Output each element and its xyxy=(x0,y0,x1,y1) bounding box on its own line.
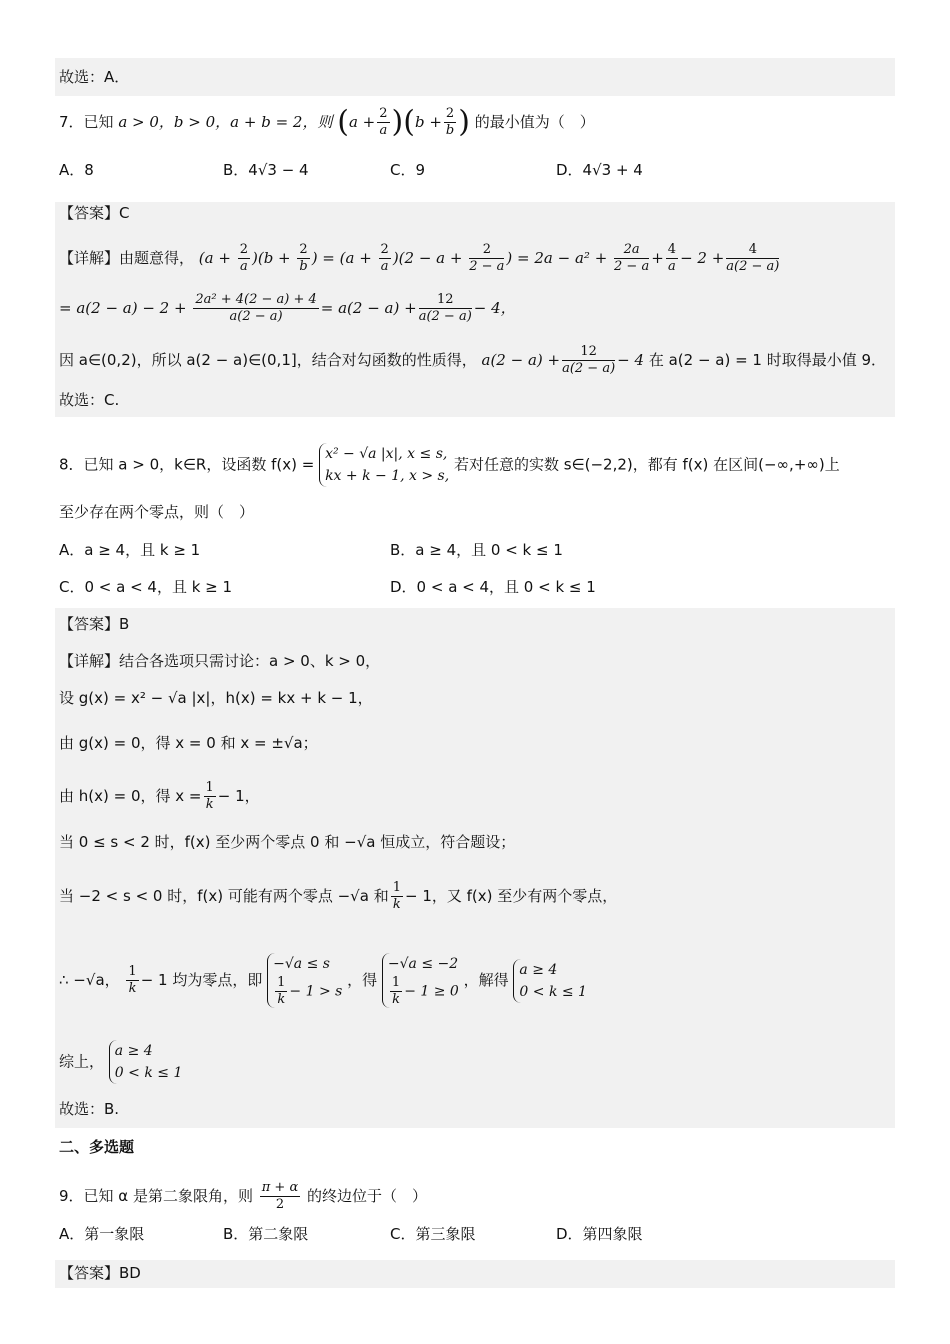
q8-option-b: B．a ≥ 4，且 0 < k ≤ 1 xyxy=(390,541,563,559)
q7-option-c: C．9 xyxy=(390,161,426,179)
q8-from-h: 由 h(x) = 0，得 x = $\frac{1}{k}$ − 1， xyxy=(59,780,260,812)
q7-option-b: B．4√3 − 4 xyxy=(223,161,309,179)
q7-conclusion: 故选：C. xyxy=(59,391,120,409)
q8-conclusion: 故选：B. xyxy=(59,1100,120,1118)
q8-stem-tail: 至少存在两个零点，则（ ） xyxy=(59,503,255,521)
q7-detail-line1: 【详解】由题意得， (a + $\frac{2}{a}$ )(b + $\frac{2}{b}$ ) = (a + $\frac{2}{a}$ )(2 − a + $\frac{2}{2 - a}$ ) = 2a − a² + $\frac{2a}{2 - a}$ + $\frac{4}{a}$ − 2 + $\frac{4}{a(2 - a)}$ xyxy=(59,242,780,274)
q7-stem-prefix: 7．已知 xyxy=(59,113,114,131)
q8-option-c: C．0 < a < 4，且 k ≥ 1 xyxy=(59,578,233,596)
q8-answer: 【答案】B xyxy=(59,615,130,633)
q8-therefore: ∴ −√a， $\frac{1}{k}$ − 1 均为零点，即 −√a ≤ s $\frac{1}{k}$ − 1 > s ，得 −√a ≤ −2 $\frac{1}{k}$ − 1 ≥ 0 ，解得 a ≥ 4 0 < k ≤ 1 xyxy=(59,953,587,1008)
answer-block-q9 xyxy=(55,1260,895,1288)
q7-detail-line2: = a(2 − a) − 2 + $\frac{\text{2a² + 4(2 − a) + 4}}{a(2 - a)}$ = a(2 − a) + $\frac{12}{a(2 - a)}$ − 4， xyxy=(59,292,516,324)
q8-from-g: 由 g(x) = 0，得 x = 0 和 x = ±√a； xyxy=(59,734,318,752)
q9-option-d: D．第四象限 xyxy=(556,1225,643,1243)
q8-piecewise: x² − √a |x|, x ≤ s, kx + k − 1, x > s, xyxy=(319,443,449,487)
q8-set-g: 设 g(x) = x² − √a |x|，h(x) = kx + k − 1， xyxy=(59,689,373,707)
answer-block-q6 xyxy=(55,58,895,96)
q7-detail-label: 【详解】由题意得， xyxy=(59,249,195,267)
q8-case1: 当 0 ≤ s < 2 时，f(x) 至少两个零点 0 和 −√a 恒成立，符合题设； xyxy=(59,833,516,851)
q6-conclusion: 故选：A． xyxy=(59,68,130,86)
q7-conditions: a > 0，b > 0，a + b = 2，则 xyxy=(118,113,333,131)
q8-summary: 综上， a ≥ 4 0 < k ≤ 1 xyxy=(59,1040,182,1084)
q7-option-a: A．8 xyxy=(59,161,94,179)
q9-answer: 【答案】BD xyxy=(59,1264,141,1282)
q8-summary-system: a ≥ 4 0 < k ≤ 1 xyxy=(109,1040,183,1084)
q8-solution: a ≥ 4 0 < k ≤ 1 xyxy=(513,959,587,1003)
q8-option-d: D．0 < a < 4，且 0 < k ≤ 1 xyxy=(390,578,596,596)
q8-system-b: −√a ≤ −2 $\frac{1}{k}$ − 1 ≥ 0 xyxy=(382,953,459,1008)
q7-stem-suffix: 的最小值为（ ） xyxy=(474,113,595,131)
q8-case2: 当 −2 < s < 0 时，f(x) 可能有两个零点 −√a 和 $\frac{1}{k}$ − 1，又 f(x) 至少有两个零点， xyxy=(59,880,618,912)
q9-option-a: A．第一象限 xyxy=(59,1225,145,1243)
q9-stem: 9．已知 α 是第二象限角，则 $\frac{\pi + \alpha}{2}$ 的终边位于（ ） xyxy=(59,1180,428,1212)
q7-stem: 7．已知 a > 0，b > 0，a + b = 2，则 (a + $\frac{2}{a}$ )(b + $\frac{2}{b}$ ) 的最小值为（ ） xyxy=(59,104,595,140)
q7-answer: 【答案】C xyxy=(59,204,130,222)
q9-option-c: C．第三象限 xyxy=(390,1225,476,1243)
q8-detail: 【详解】结合各选项只需讨论：a > 0、k > 0， xyxy=(59,652,381,670)
q7-detail-line3: 因 a∈(0,2)，所以 a(2 − a)∈(0,1]，结合对勾函数的性质得， a(2 − a) + $\frac{12}{a(2 - a)}$ − 4 在 a(2 − a) = 1 时取得最小值 9． xyxy=(59,344,887,376)
q8-option-a: A．a ≥ 4，且 k ≥ 1 xyxy=(59,541,201,559)
q7-option-d: D．4√3 + 4 xyxy=(556,161,643,179)
section-title: 二、多选题 xyxy=(59,1138,135,1156)
q8-system-a: −√a ≤ s $\frac{1}{k}$ − 1 > s xyxy=(267,953,342,1008)
q8-stem: 8．已知 a > 0，k∈R，设函数 f(x) = x² − √a |x|, x ≤ s, kx + k − 1, x > s, 若对任意的实数 s∈(−2,2)，都有 f(x) 在区间(−∞,+∞)上 xyxy=(59,443,840,487)
q9-option-b: B．第二象限 xyxy=(223,1225,309,1243)
